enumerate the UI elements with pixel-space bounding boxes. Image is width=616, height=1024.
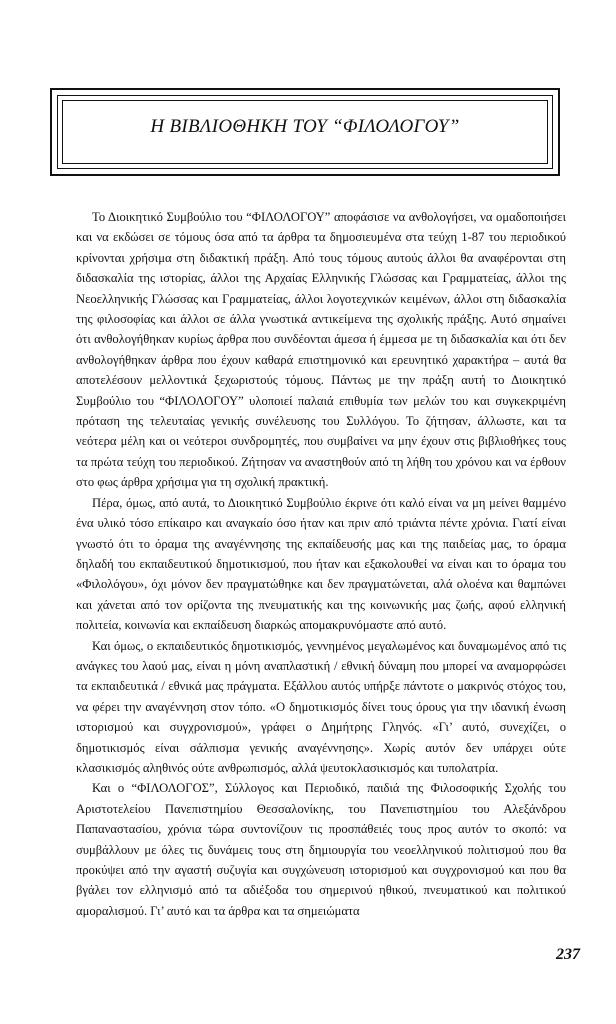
page-number: 237: [556, 946, 580, 963]
page-title: Η ΒΙΒΛΙΟΘΗΚΗ ΤΟΥ “ΦΙΛΟΛΟΓΟΥ”: [150, 116, 460, 137]
paragraph: Και ο “ΦΙΛΟΛΟΓΟΣ”, Σύλλογος και Περιοδικό, παιδιά της Φιλοσοφικής Σχολής του Αριστοτελείου Πανεπιστημίου Θεσσαλονίκης, του Πανεπιστημίου του Αλεξάνδρου Παπαναστασίου, χρόνια τώρα συντονίζουν τις προσπάθειές τους προς αυτόν το σκοπό: να συμβάλλουν με όλες τις δυνάμεις τους στη δημιουργία του νεοελληνικού πολιτισμού που θα προκύψει από την αγαστή συζυγία και συγχώνευση ιστορισμού και συγχρονισμού και που θα βγάλει τον ελληνισμό από τα αδιέξοδα του σημερινού ηθικού, πνευματικού και πολιτικού αμοραλισμού. Γι’ αυτό και τα άρθρα και τα σημειώματα: [76, 781, 566, 918]
paragraph: Και όμως, ο εκπαιδευτικός δημοτικισμός, γεννημένος μεγαλωμένος και δυναμωμένος από τις ανάγκες του λαού μας, είναι η μόνη αναπλαστική / εθνική δύναμη που μπορεί να αναμορφώσει τα εκπαιδευτικά / εθνικά μας πράγματα. Εξάλλου αυτός υπήρξε πάντοτε ο μακρινός στόχος του, να φέρει την αναγέννηση στον τόπο. «Ο δημοτικισμός δίνει τους όρους για την ιδανική ένωση ιστορισμού και συγχρονισμού», γράφει ο Δημήτρης Γληνός. «Γι’ αυτό, συνεχίζει, ο δημοτικισμός είναι σάλπισμα γενικής αναγέννησης». Χωρίς αυτόν δεν υπάρχει ούτε κλασικισμός αληθινός ούτε ανθρωπισμός, αλλά ψευτοκλασικισμός και τυπολατρία.: [76, 638, 566, 775]
paragraph: Πέρα, όμως, από αυτά, το Διοικητικό Συμβούλιο έκρινε ότι καλό είναι να μη μείνει θαμμένο ένα υλικό τόσο επίκαιρο και αναγκαίο όσο ήταν και πριν από τριάντα πέντε χρόνια. Γιατί είναι γνωστό ότι το όραμα της αναγέννησης της εκπαίδευσής μας και της παιδείας μας, το όραμα δηλαδή του εκπαιδευτικού δημοτικισμού, που ήταν και εξακολουθεί να είναι και το όραμα του «Φιλολόγου», όχι μόνον δεν πραγματώθηκε και δεν πραγματώνεται, αλά ολοένα και θαμπώνει και χάνεται από τον ορίζοντα της πνευματικής και της κοινωνικής μας ζωής, αφού ελληνική πολιτεία, κοινωνία και εκπαίδευση διαρκώς απομακρυνόμαστε από αυτό.: [76, 495, 566, 633]
title-frame: [50, 88, 560, 176]
body-text: [76, 207, 566, 921]
paragraph: Το Διοικητικό Συμβούλιο του “ΦΙΛΟΛΟΓΟΥ” αποφάσισε να ανθολογήσει, να ομαδοποιήσει και να εκδώσει σε τόμους όσα από τα άρθρα τα δημοσιευμένα στα τεύχη 1-87 του περιοδικού κρίνονται χρήσιμα στη διδακτική πράξη. Από τους τόμους αυτούς άλλοι θα αναφέρονται στη διδασκαλία της ιστορίας, άλλοι της Αρχαίας Ελληνικής Γλώσσας και Γραμματείας, άλλοι της Νεοελληνικής Γλώσσας και Γραμματείας, άλλοι λογοτεχνικών κειμένων, άλλοι στη διδασκαλία της φιλοσοφίας και άλλοι σε άλλα γνωστικά αντικείμενα της σχολικής πράξης. Αυτό σημαίνει ότι ανθολογήθηκαν κυρίως άρθρα που συνδέονται άμεσα ή έμμεσα με τη διδασκαλία και ότι δεν ανθολογήθηκαν άρθρα που έχουν καθαρά επιστημονικό και ερευνητικό χαρακτήρα – αυτά θα αποτελέσουν μελλοντικά ξεχωριστούς τόμους. Πάντως με την πράξη αυτή το Διοικητικό Συμβούλιο του “ΦΙΛΟΛΟΓΟΥ” υλοποιεί παλαιά επιθυμία των μελών του και συγκεκριμένη πρόταση της τελευταίας γενικής συνέλευσης του Συλλόγου. Το ζήτησαν, άλλωστε, και τα νεότερα μέλη και οι νεότεροι συνδρομητές, που συμβαίνει να μην έχουν στις βιβλιοθήκες τους τα πρώτα τεύχη του περιοδικού. Ζήτησαν να αναστηθούν από τη λήθη του χρόνου και να έρθουν στο φως άρθρα χρήσιμα για τη σχολική πρακτική.: [76, 210, 566, 490]
